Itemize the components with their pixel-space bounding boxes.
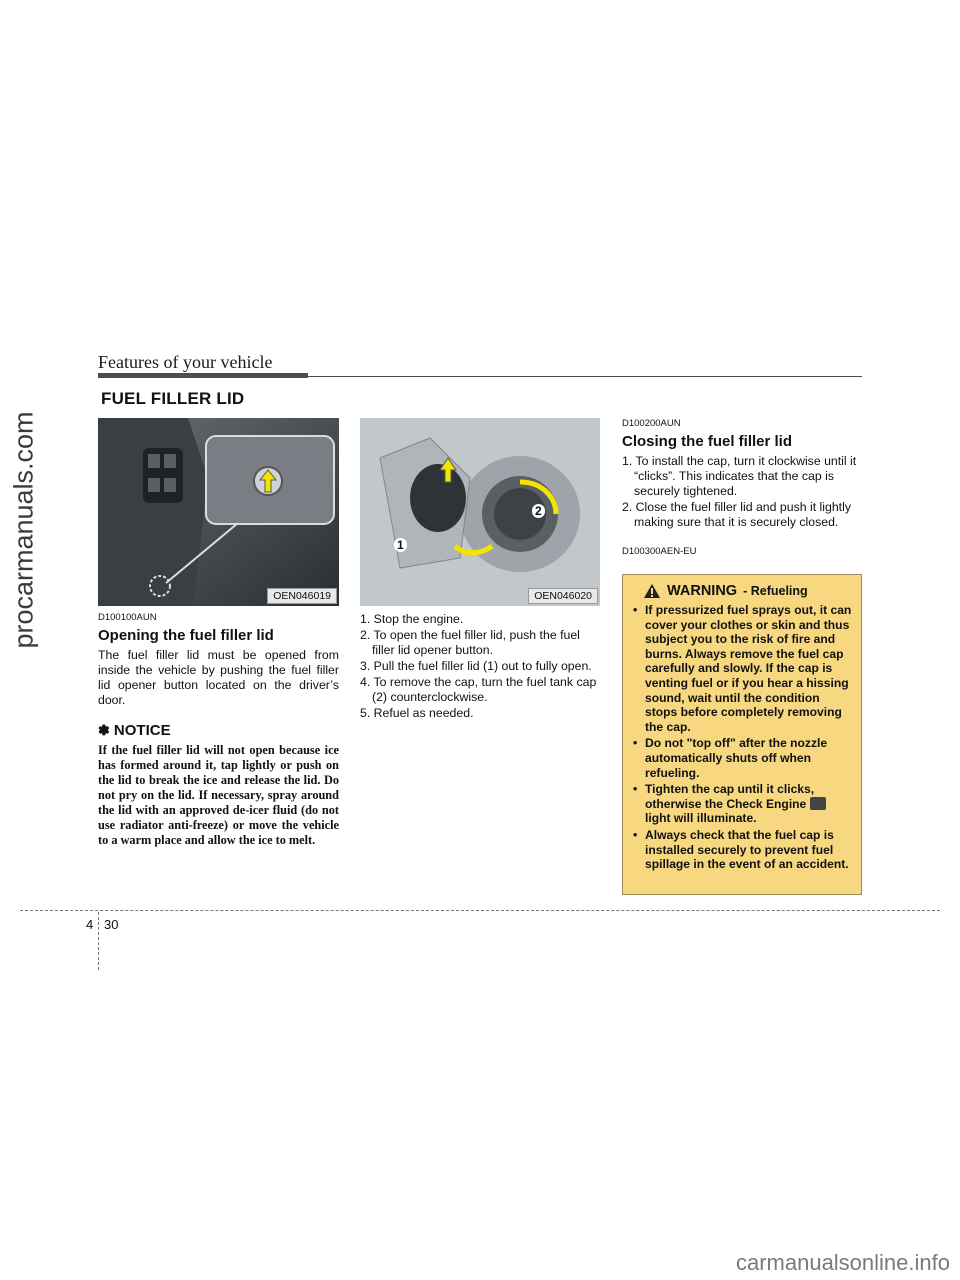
notice-title: NOTICE — [113, 722, 171, 739]
opening-body: The fuel filler lid must be opened from inside the vehicle by pushing the fuel filler lid opener button located on the driver’s door. — [98, 648, 339, 707]
warning-item: • Always check that the fuel cap is installed securely to prevent fuel spillage in the event of an accident. — [631, 828, 853, 872]
section-title: FUEL FILLER LID — [101, 389, 245, 408]
page-number: 30 — [104, 917, 119, 932]
bottom-watermark: carmanualsonline.info — [735, 1250, 950, 1275]
notice-body: If the fuel filler lid will not open because ice has formed around it, tap lightly or push on the lid to break the ice and release the lid. Do not pry on the lid. If necessary, spray around the lid with an approved de-icer fluid (do not use radiator anti-freeze) or move the vehicle to a warm place and allow the ice to melt. — [98, 743, 339, 847]
side-watermark-text: procarmanuals.com — [8, 411, 39, 649]
warning-item: • If pressurized fuel sprays out, it can cover your clothes or skin and thus subject you to the risk of fire and burns. Always remove the fuel cap carefully and slowly. If the cap is venting fuel or if you hear a hissing sound, wait until the condition stops before completely removing the cap. — [631, 603, 853, 734]
warning-item — [631, 782, 853, 826]
step-item: 1. To install the cap, turn it clockwise until it “clicks”. This indicates that the cap is securely tightened. — [622, 454, 857, 498]
warning-code: D100300AEN-EU — [622, 546, 697, 557]
notice-heading — [98, 722, 339, 739]
warning-box — [622, 574, 862, 895]
opening-section — [98, 612, 339, 848]
side-watermark — [4, 300, 44, 760]
warning-title: WARNING — [667, 583, 738, 599]
fuel-lid-photo — [360, 418, 600, 606]
section-code: D100200AUN — [622, 418, 681, 429]
header-rule — [98, 376, 862, 377]
warning-triangle-icon — [643, 583, 661, 599]
closing-heading: Closing the fuel filler lid — [622, 433, 793, 450]
section-code: D100100AUN — [98, 612, 157, 623]
footer-divider — [98, 912, 99, 970]
chapter-number: 4 — [86, 917, 94, 932]
step-item: 2. To open the fuel filler lid, push the fuel filler lid opener button. — [360, 628, 580, 657]
photo-code: OEN046020 — [528, 588, 598, 604]
warning-header — [643, 583, 853, 599]
step-item: 4. To remove the cap, turn the fuel tank cap (2) counterclockwise. — [360, 675, 597, 704]
door-opener-photo — [98, 418, 339, 606]
opening-steps — [360, 612, 600, 722]
warning-subtitle: - Refueling — [743, 584, 808, 598]
step-item: 1. Stop the engine. — [360, 612, 464, 626]
footer-rule — [20, 910, 940, 911]
step-item: 2. Close the fuel filler lid and push it lightly making sure that it is securely closed. — [622, 500, 851, 529]
photo-code: OEN046019 — [267, 588, 337, 604]
callout-1: 1 — [394, 538, 407, 552]
callout-2: 2 — [532, 504, 545, 518]
warning-item-text: light will illuminate. — [645, 811, 757, 826]
step-item: 3. Pull the fuel filler lid (1) out to fully open. — [360, 659, 592, 673]
step-item: 5. Refuel as needed. — [360, 706, 474, 720]
chapter-header: Features of your vehicle — [98, 352, 273, 372]
notice-star-icon: ✽ — [98, 722, 110, 738]
closing-section — [622, 418, 862, 557]
opening-heading: Opening the fuel filler lid — [98, 627, 274, 644]
check-engine-icon — [810, 797, 826, 810]
warning-item: • Do not "top off" after the nozzle automatically shuts off when refueling. — [631, 736, 853, 780]
warning-item-text: Tighten the cap until it clicks, otherwise the Check Engine — [645, 782, 815, 811]
